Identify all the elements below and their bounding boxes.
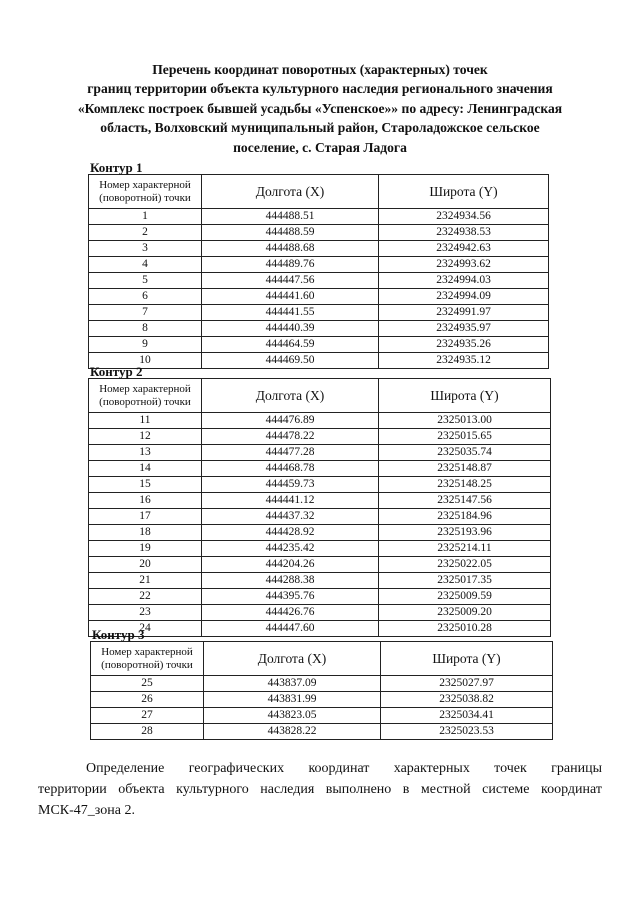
latitude-cell: 2324993.62 — [379, 257, 549, 273]
point-number-cell: 7 — [89, 305, 202, 321]
header-point-number — [89, 175, 202, 209]
point-number-cell: 1 — [89, 209, 202, 225]
longitude-cell: 444488.68 — [202, 241, 379, 257]
latitude-cell: 2325035.74 — [379, 445, 551, 461]
table-row — [91, 724, 553, 740]
table-row — [89, 225, 549, 241]
point-number-cell: 14 — [89, 461, 202, 477]
latitude-cell: 2325023.53 — [381, 724, 553, 740]
point-number-cell: 15 — [89, 477, 202, 493]
header-latitude: Широта (Y) — [381, 642, 553, 676]
table-row — [89, 477, 551, 493]
coordinates-table — [88, 174, 549, 369]
latitude-cell: 2325214.11 — [379, 541, 551, 557]
table-row — [89, 337, 549, 353]
table-row — [89, 493, 551, 509]
table-row — [89, 573, 551, 589]
longitude-cell: 443828.22 — [204, 724, 381, 740]
title-line: границ территории объекта культурного наследия регионального значения — [87, 81, 553, 97]
longitude-cell: 444441.60 — [202, 289, 379, 305]
latitude-cell: 2325034.41 — [381, 708, 553, 724]
header-point-line: Номер характерной — [101, 645, 193, 658]
contour-1-section — [88, 160, 549, 369]
table-row — [89, 509, 551, 525]
document-title — [40, 60, 600, 157]
table-row — [89, 429, 551, 445]
header-point-line: (поворотной) точки — [101, 658, 193, 671]
longitude-cell: 443831.99 — [204, 692, 381, 708]
header-point-number — [89, 379, 202, 413]
latitude-cell: 2325193.96 — [379, 525, 551, 541]
point-number-cell: 19 — [89, 541, 202, 557]
coordinates-table — [88, 378, 551, 637]
header-point-line: Номер характерной — [99, 178, 191, 191]
table-row — [89, 589, 551, 605]
footer-word: точек — [494, 761, 527, 776]
table-header-row — [89, 175, 549, 209]
table-row — [89, 445, 551, 461]
header-longitude: Долгота (X) — [202, 175, 379, 209]
table-row — [89, 525, 551, 541]
table-row — [91, 692, 553, 708]
latitude-cell: 2325010.28 — [379, 621, 551, 637]
table-row — [89, 305, 549, 321]
point-number-cell: 28 — [91, 724, 204, 740]
contour-2-section — [88, 364, 551, 637]
latitude-cell: 2324935.12 — [379, 353, 549, 369]
point-number-cell: 12 — [89, 429, 202, 445]
point-number-cell: 21 — [89, 573, 202, 589]
longitude-cell: 444447.56 — [202, 273, 379, 289]
longitude-cell: 444447.60 — [202, 621, 379, 637]
table-row — [91, 708, 553, 724]
point-number-cell: 24 — [89, 621, 202, 637]
coordinates-table — [90, 641, 553, 740]
latitude-cell: 2324938.53 — [379, 225, 549, 241]
table-row — [89, 289, 549, 305]
footer-word: Определение — [86, 761, 165, 776]
table-row — [89, 541, 551, 557]
table-header-row — [91, 642, 553, 676]
header-point-number — [91, 642, 204, 676]
table-row — [89, 209, 549, 225]
header-point-line: Номер характерной — [99, 382, 191, 395]
latitude-cell: 2325022.05 — [379, 557, 551, 573]
longitude-cell: 444428.92 — [202, 525, 379, 541]
header-longitude: Долгота (X) — [202, 379, 379, 413]
point-number-cell: 20 — [89, 557, 202, 573]
table-row — [89, 273, 549, 289]
point-number-cell: 8 — [89, 321, 202, 337]
longitude-cell: 443837.09 — [204, 676, 381, 692]
point-number-cell: 10 — [89, 353, 202, 369]
longitude-cell: 444477.28 — [202, 445, 379, 461]
point-number-cell: 6 — [89, 289, 202, 305]
longitude-cell: 444468.78 — [202, 461, 379, 477]
title-line: поселение, с. Старая Ладога — [233, 139, 407, 155]
longitude-cell: 444478.22 — [202, 429, 379, 445]
table-row — [89, 605, 551, 621]
longitude-cell: 444395.76 — [202, 589, 379, 605]
footer-line-2: территории объекта культурного наследия выполнено в местной системе координат — [38, 782, 602, 797]
footer-line-1 — [86, 758, 602, 779]
latitude-cell: 2325015.65 — [379, 429, 551, 445]
latitude-cell: 2325027.97 — [381, 676, 553, 692]
longitude-cell: 444476.89 — [202, 413, 379, 429]
point-number-cell: 23 — [89, 605, 202, 621]
latitude-cell: 2324935.26 — [379, 337, 549, 353]
longitude-cell: 444441.12 — [202, 493, 379, 509]
point-number-cell: 9 — [89, 337, 202, 353]
longitude-cell: 444437.32 — [202, 509, 379, 525]
header-latitude: Широта (Y) — [379, 379, 551, 413]
header-point-line: (поворотной) точки — [99, 395, 191, 408]
latitude-cell: 2324991.97 — [379, 305, 549, 321]
longitude-cell: 444464.59 — [202, 337, 379, 353]
point-number-cell: 13 — [89, 445, 202, 461]
point-number-cell: 5 — [89, 273, 202, 289]
title-line: Перечень координат поворотных (характерных) точек — [152, 62, 488, 77]
latitude-cell: 2324942.63 — [379, 241, 549, 257]
contour-label: Контур 2 — [90, 364, 143, 379]
point-number-cell: 26 — [91, 692, 204, 708]
point-number-cell: 16 — [89, 493, 202, 509]
contour-label: Контур 1 — [90, 160, 143, 175]
footer-word: географических — [188, 761, 285, 776]
table-row — [89, 257, 549, 273]
latitude-cell: 2324934.56 — [379, 209, 549, 225]
latitude-cell: 2325038.82 — [381, 692, 553, 708]
latitude-cell: 2325017.35 — [379, 573, 551, 589]
longitude-cell: 444488.51 — [202, 209, 379, 225]
longitude-cell: 443823.05 — [204, 708, 381, 724]
longitude-cell: 444489.76 — [202, 257, 379, 273]
point-number-cell: 22 — [89, 589, 202, 605]
latitude-cell: 2324994.09 — [379, 289, 549, 305]
table-row — [89, 461, 551, 477]
longitude-cell: 444441.55 — [202, 305, 379, 321]
title-line: область, Волховский муниципальный район, Староладожское сельское — [100, 120, 540, 136]
point-number-cell: 11 — [89, 413, 202, 429]
latitude-cell: 2325009.20 — [379, 605, 551, 621]
longitude-cell: 444204.26 — [202, 557, 379, 573]
longitude-cell: 444488.59 — [202, 225, 379, 241]
table-row — [89, 321, 549, 337]
latitude-cell: 2324994.03 — [379, 273, 549, 289]
longitude-cell: 444459.73 — [202, 477, 379, 493]
point-number-cell: 2 — [89, 225, 202, 241]
latitude-cell: 2325148.87 — [379, 461, 551, 477]
footer-word: координат — [308, 761, 370, 776]
footer-note — [38, 758, 602, 821]
header-latitude: Широта (Y) — [379, 175, 549, 209]
point-number-cell: 25 — [91, 676, 204, 692]
point-number-cell: 18 — [89, 525, 202, 541]
longitude-cell: 444440.39 — [202, 321, 379, 337]
point-number-cell: 27 — [91, 708, 204, 724]
table-row — [89, 413, 551, 429]
contour-3-section — [90, 627, 553, 740]
header-longitude: Долгота (X) — [204, 642, 381, 676]
point-number-cell: 4 — [89, 257, 202, 273]
footer-line-3: МСК-47_зона 2. — [38, 803, 135, 818]
latitude-cell: 2325184.96 — [379, 509, 551, 525]
latitude-cell: 2325013.00 — [379, 413, 551, 429]
footer-word: границы — [551, 761, 602, 776]
latitude-cell: 2325147.56 — [379, 493, 551, 509]
table-header-row — [89, 379, 551, 413]
table-row — [89, 241, 549, 257]
contour-label: Контур 3 — [92, 627, 145, 642]
latitude-cell: 2324935.97 — [379, 321, 549, 337]
latitude-cell: 2325009.59 — [379, 589, 551, 605]
longitude-cell: 444235.42 — [202, 541, 379, 557]
table-row — [89, 557, 551, 573]
point-number-cell: 17 — [89, 509, 202, 525]
header-point-line: (поворотной) точки — [99, 191, 191, 204]
footer-word: характерных — [393, 761, 470, 776]
longitude-cell: 444288.38 — [202, 573, 379, 589]
point-number-cell: 3 — [89, 241, 202, 257]
latitude-cell: 2325148.25 — [379, 477, 551, 493]
longitude-cell: 444469.50 — [202, 353, 379, 369]
table-row — [91, 676, 553, 692]
longitude-cell: 444426.76 — [202, 605, 379, 621]
title-line: «Комплекс построек бывшей усадьбы «Успенское»» по адресу: Ленинградская — [77, 100, 563, 116]
